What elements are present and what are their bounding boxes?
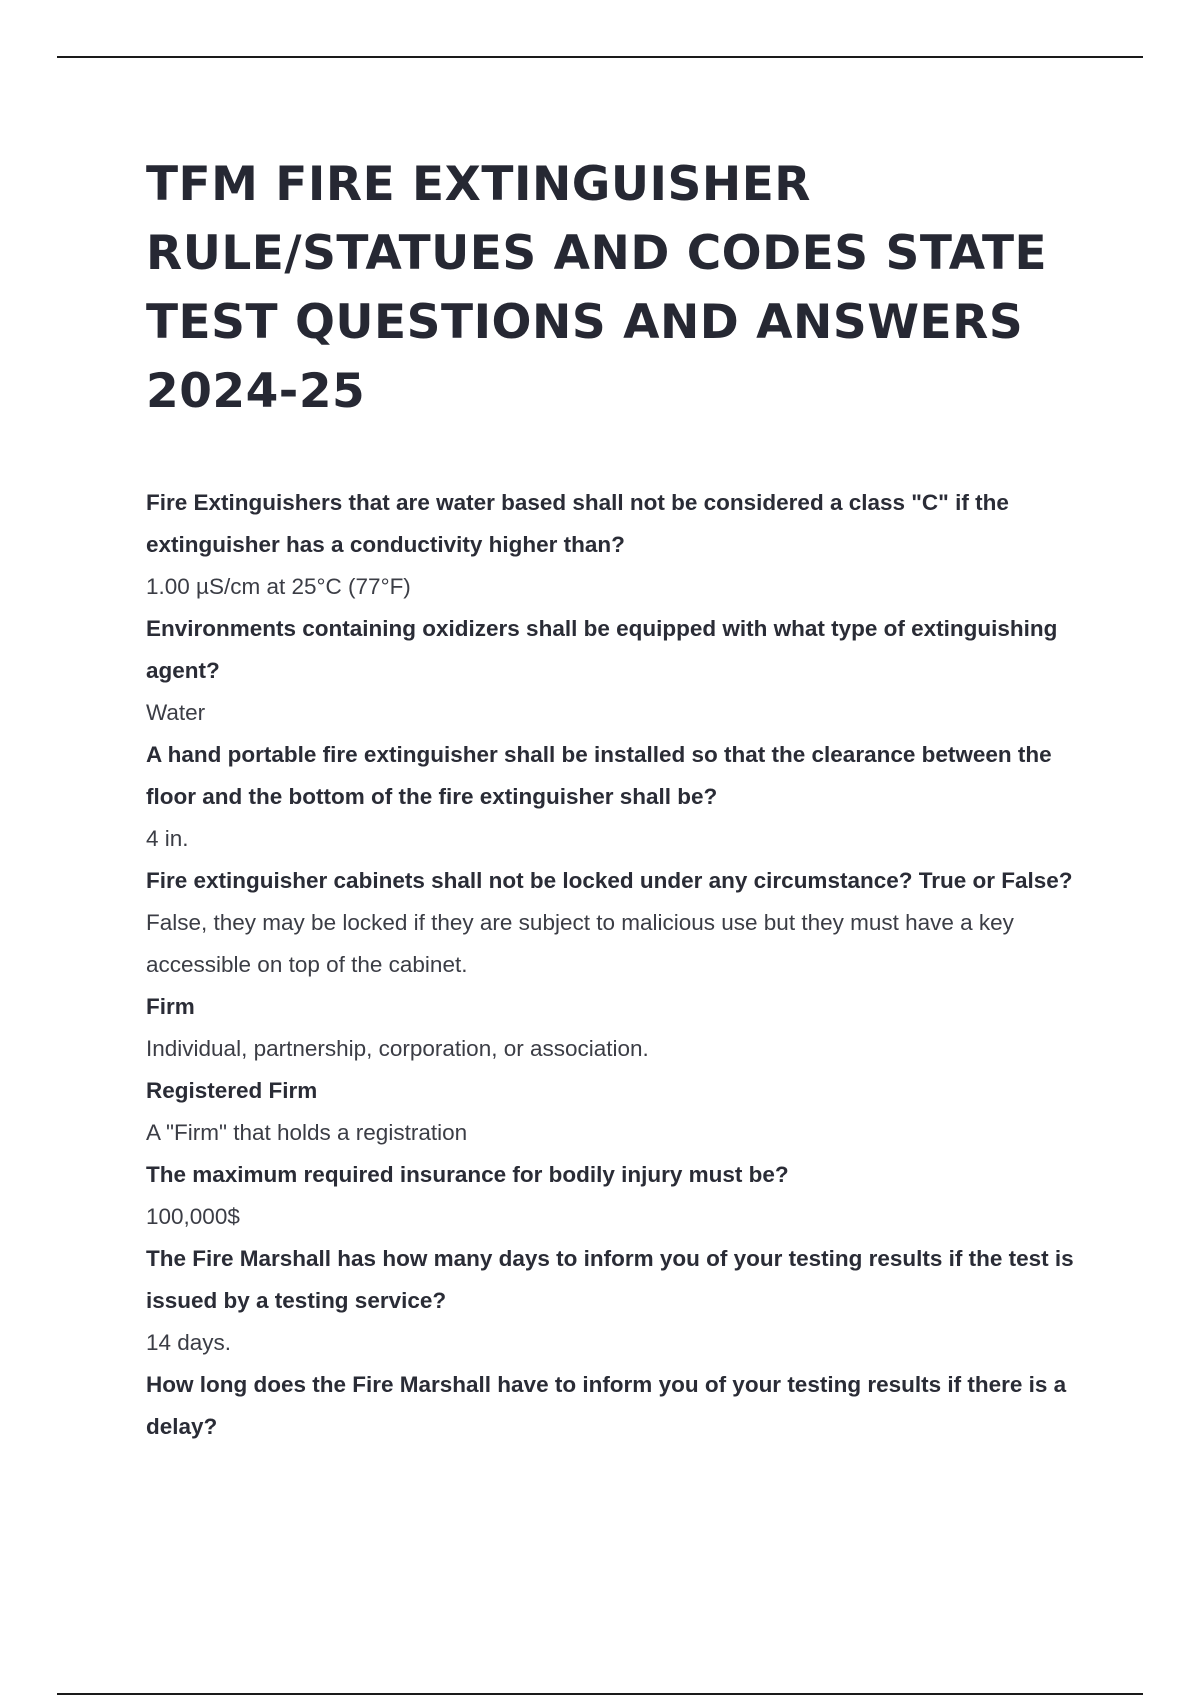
- answer-1: 1.00 µS/cm at 25°C (77°F): [146, 574, 411, 599]
- answer-8: 14 days.: [146, 1330, 232, 1355]
- document-title: TFM FIRE EXTINGUISHER RULE/STATUES AND CODES STATE TEST QUESTIONS AND ANSWERS 2024-25: [146, 157, 1048, 419]
- answer-5: Individual, partnership, corporation, or association.: [146, 1036, 649, 1061]
- question-7: The maximum required insurance for bodily injury must be?: [146, 1162, 789, 1187]
- qa-list: [146, 482, 1096, 1448]
- question-3: A hand portable fire extinguisher shall be installed so that the clearance between the floor and the bottom of the fire extinguisher shall be?: [146, 742, 1052, 809]
- answer-3: 4 in.: [146, 826, 189, 851]
- question-9: How long does the Fire Marshall have to inform you of your testing results if there is a delay?: [146, 1372, 1067, 1439]
- answer-4: False, they may be locked if they are subject to malicious use but they must have a key accessible on top of the cabinet.: [146, 910, 1014, 977]
- footer-rule: [57, 1693, 1143, 1695]
- question-5: Firm: [146, 994, 195, 1019]
- answer-7: 100,000$: [146, 1204, 240, 1229]
- answer-2: Water: [146, 700, 206, 725]
- question-4: Fire extinguisher cabinets shall not be locked under any circumstance? True or False?: [146, 868, 1073, 893]
- question-2: Environments containing oxidizers shall be equipped with what type of extinguishing agent?: [146, 616, 1058, 683]
- question-6: Registered Firm: [146, 1078, 318, 1103]
- document-body: [146, 150, 1096, 1448]
- header-rule: [57, 56, 1143, 58]
- question-1: Fire Extinguishers that are water based shall not be considered a class "C" if the extinguisher has a conductivity higher than?: [146, 490, 1009, 557]
- answer-6: A "Firm" that holds a registration: [146, 1120, 468, 1145]
- question-8: The Fire Marshall has how many days to inform you of your testing results if the test is issued by a testing service?: [146, 1246, 1074, 1313]
